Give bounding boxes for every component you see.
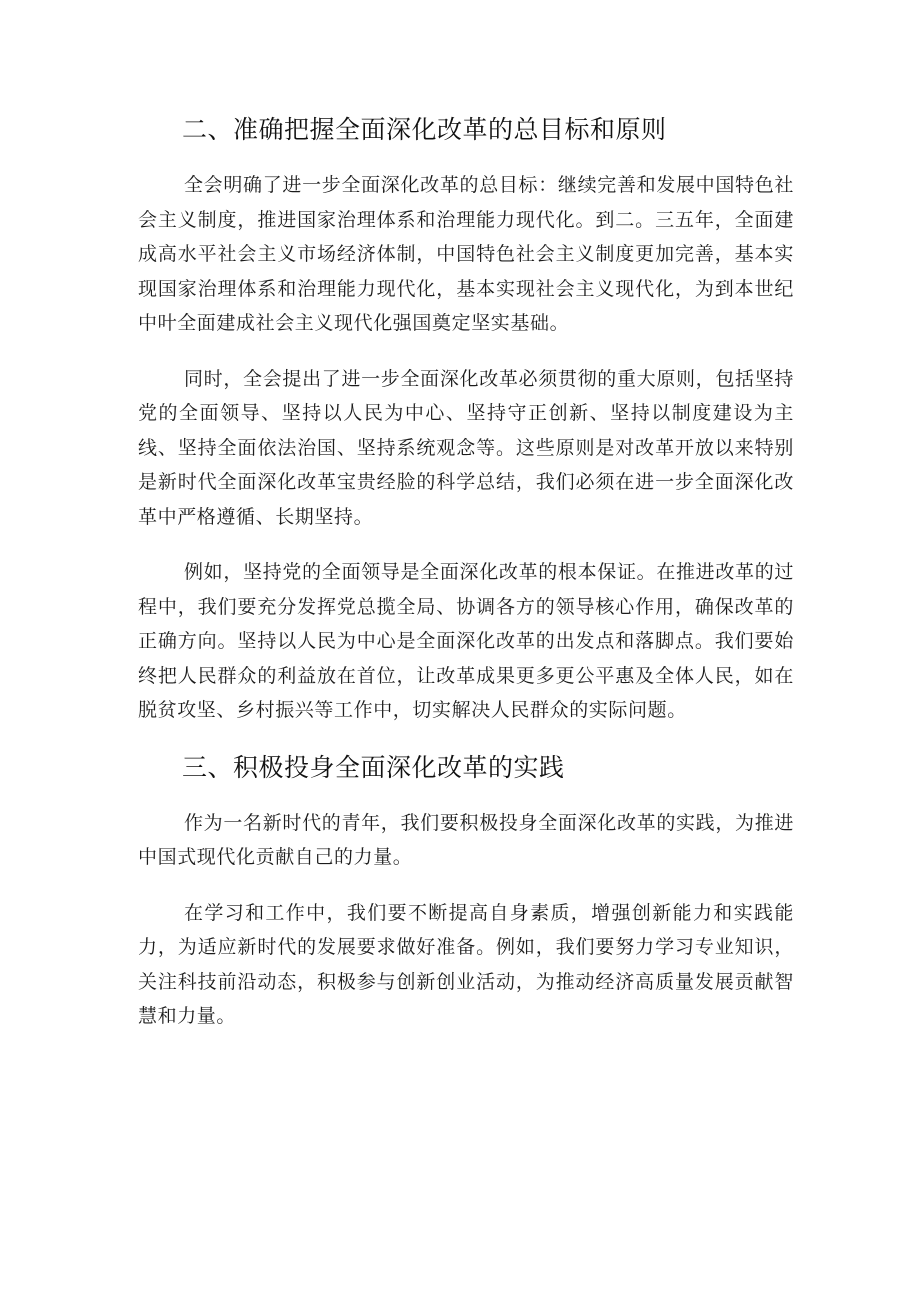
spacer — [138, 728, 794, 746]
paragraph: 同时，全会提出了进一步全面深化改革必须贯彻的重大原则，包括坚持党的全面领导、坚持以人民为中心、坚持守正创新、坚持以制度建设为主线、坚持全面依法治国、坚持系统观念等。这些原则是对改革开放以来特别是新时代全面深化改革宝贵经脸的科学总结，我们必须在进一步全面深化改革中严格遵循、长期坚持。 — [138, 367, 794, 528]
document-body — [138, 108, 794, 1034]
paragraph: 作为一名新时代的青年，我们要积极投身全面深化改革的实践，为推进中国式现代化贡献自己的力量。 — [138, 811, 794, 868]
section-heading: 三、积极投身全面深化改革的实践 — [182, 752, 565, 782]
spacer — [138, 792, 794, 806]
spacer — [138, 534, 794, 555]
spacer — [138, 154, 794, 168]
spacer — [138, 875, 794, 896]
spacer — [138, 341, 794, 362]
section-heading: 二、准确把握全面深化改革的总目标和原则 — [182, 115, 667, 144]
paragraph: 全会明确了进一步全面深化改革的总目标：继续完善和发展中国特色社会主义制度，推进国家治理体系和治理能力现代化。到二。三五年，全面建成高水平社会主义市场经济体制，中国特色社会主义制度更加完善，基本实现国家治理体系和治理能力现代化，基本实现社会主义现代化，为到本世纪中叶全面建成社会主义现代化强国奠定坚实基础。 — [138, 174, 794, 334]
paragraph: 在学习和工作中，我们要不断提高自身素质，增强创新能力和实践能力，为适应新时代的发展要求做好准备。例如，我们要努力学习专业知识，关注科技前沿动态，积极参与创新创业活动，为推动经济高质量发展贡献智慧和力量。 — [138, 901, 794, 1027]
paragraph: 例如，坚持党的全面领导是全面深化改革的根本保证。在推进改革的过程中，我们要充分发挥党总揽全局、协调各方的领导核心作用，确保改革的正确方向。坚持以人民为中心是全面深化改革的出发点和落脚点。我们要始终把人民群众的利益放在首位，让改革成果更多更公平惠及全体人民，如在脱贫攻坚、乡村振兴等工作中，切实解决人民群众的实际问题。 — [138, 561, 794, 721]
